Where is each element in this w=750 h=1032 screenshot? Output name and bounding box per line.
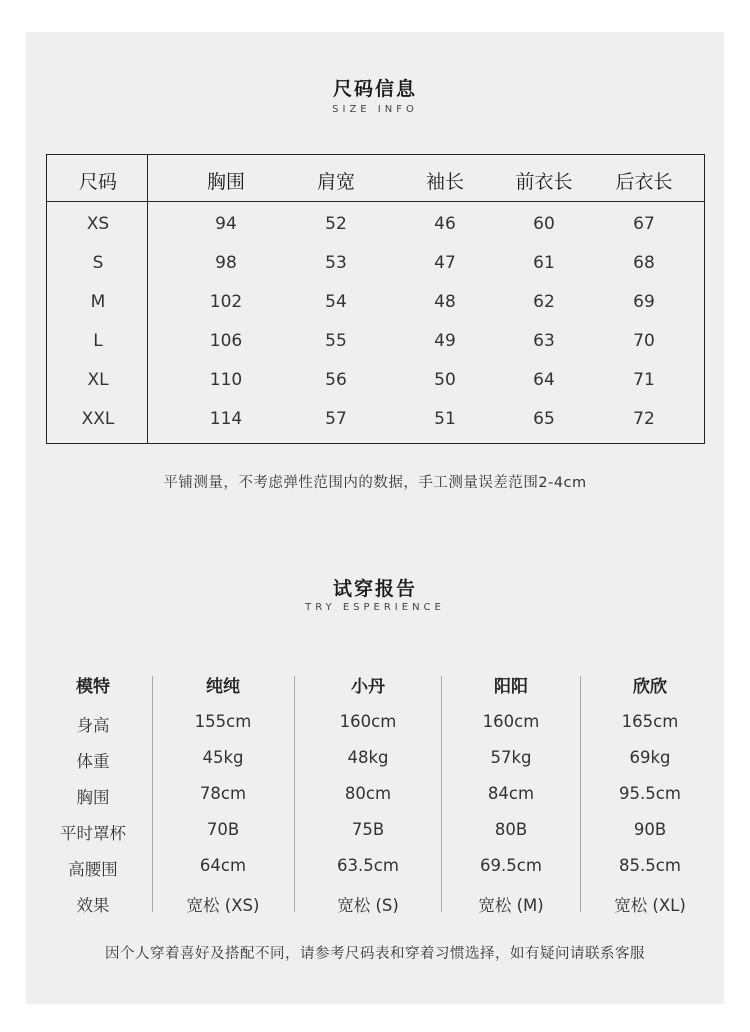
size-value: 55 xyxy=(325,331,347,351)
size-value: 50 xyxy=(434,370,456,390)
try-value: 63.5cm xyxy=(337,856,399,875)
size-value: 60 xyxy=(533,214,555,234)
size-value: 62 xyxy=(533,292,555,312)
try-value: 75B xyxy=(351,820,385,839)
size-value: 56 xyxy=(325,370,347,390)
size-value: 46 xyxy=(434,214,456,234)
size-value: 98 xyxy=(215,253,237,273)
size-value: 67 xyxy=(633,214,655,234)
size-value: 63 xyxy=(533,331,555,351)
try-value: 160cm xyxy=(482,712,540,731)
try-table-divider-4 xyxy=(580,676,581,912)
try-header-label: 模特 xyxy=(76,677,110,697)
size-value: 106 xyxy=(209,331,243,351)
try-value: 69.5cm xyxy=(480,856,542,875)
try-value: 宽松 (XS) xyxy=(186,896,260,915)
try-report-subtitle: TRY ESPERIENCE xyxy=(305,602,445,613)
try-value: 84cm xyxy=(487,784,535,803)
try-value: 48kg xyxy=(347,748,389,767)
try-table-divider-1 xyxy=(152,676,153,912)
size-value: 57 xyxy=(325,409,347,429)
size-value: 64 xyxy=(533,370,555,390)
size-table-divider-horizontal xyxy=(47,201,704,202)
try-value: 64cm xyxy=(199,856,247,875)
size-value: 69 xyxy=(633,292,655,312)
try-value: 69kg xyxy=(629,748,671,767)
size-header-back-length: 后衣长 xyxy=(615,171,673,193)
try-row-label: 胸围 xyxy=(76,788,110,807)
size-header-size: 尺码 xyxy=(78,171,118,193)
try-value: 78cm xyxy=(199,784,247,803)
try-note: 因个人穿着喜好及搭配不同，请参考尺码表和穿着习惯选择，如有疑问请联系客服 xyxy=(105,946,645,962)
try-value: 95.5cm xyxy=(619,784,681,803)
size-table xyxy=(46,154,705,444)
try-value: 57kg xyxy=(490,748,532,767)
size-label: XXL xyxy=(81,409,115,429)
try-value: 宽松 (M) xyxy=(478,896,544,915)
try-value: 宽松 (XL) xyxy=(614,896,686,915)
size-header-chest: 胸围 xyxy=(206,171,246,193)
size-value: 61 xyxy=(533,253,555,273)
try-row-label: 高腰围 xyxy=(68,860,118,879)
size-info-title: 尺码信息 xyxy=(332,78,417,100)
size-value: 94 xyxy=(215,214,237,234)
try-row-label: 身高 xyxy=(76,716,110,735)
try-report-title: 试穿报告 xyxy=(332,578,417,600)
try-header-model: 欣欣 xyxy=(633,677,667,697)
try-value: 45kg xyxy=(202,748,244,767)
try-table-divider-3 xyxy=(441,676,442,912)
size-header-front-length: 前衣长 xyxy=(515,171,573,193)
size-label: M xyxy=(90,292,106,312)
try-header-model: 阳阳 xyxy=(494,677,528,697)
size-value: 68 xyxy=(633,253,655,273)
try-row-label: 平时罩杯 xyxy=(60,824,126,843)
size-value: 65 xyxy=(533,409,555,429)
size-value: 52 xyxy=(325,214,347,234)
size-value: 114 xyxy=(209,409,243,429)
size-label: XL xyxy=(87,370,109,390)
size-header-sleeve: 袖长 xyxy=(425,171,465,193)
try-value: 80B xyxy=(494,820,528,839)
size-value: 47 xyxy=(434,253,456,273)
size-info-subtitle: SIZE INFO xyxy=(332,104,418,115)
size-value: 71 xyxy=(633,370,655,390)
try-value: 90B xyxy=(633,820,667,839)
try-value: 70B xyxy=(206,820,240,839)
size-note: 平铺测量，不考虑弹性范围内的数据，手工测量误差范围2-4cm xyxy=(163,475,587,491)
size-value: 51 xyxy=(434,409,456,429)
try-header-model: 小丹 xyxy=(351,677,385,697)
size-value: 48 xyxy=(434,292,456,312)
size-value: 110 xyxy=(209,370,243,390)
size-value: 72 xyxy=(633,409,655,429)
try-value: 160cm xyxy=(339,712,397,731)
try-value: 85.5cm xyxy=(619,856,681,875)
size-table-divider-vertical xyxy=(147,155,148,443)
try-value: 165cm xyxy=(621,712,679,731)
size-value: 49 xyxy=(434,331,456,351)
try-table-divider-2 xyxy=(294,676,295,912)
size-label: L xyxy=(93,331,103,351)
size-value: 70 xyxy=(633,331,655,351)
try-row-label: 效果 xyxy=(76,896,110,915)
size-header-shoulder: 肩宽 xyxy=(316,171,356,193)
try-row-label: 体重 xyxy=(76,752,110,771)
size-label: XS xyxy=(86,214,110,234)
try-value: 155cm xyxy=(194,712,252,731)
try-header-model: 纯纯 xyxy=(206,677,240,697)
try-value: 80cm xyxy=(344,784,392,803)
size-label: S xyxy=(92,253,104,273)
size-value: 54 xyxy=(325,292,347,312)
size-value: 102 xyxy=(209,292,243,312)
size-value: 53 xyxy=(325,253,347,273)
try-value: 宽松 (S) xyxy=(337,896,399,915)
